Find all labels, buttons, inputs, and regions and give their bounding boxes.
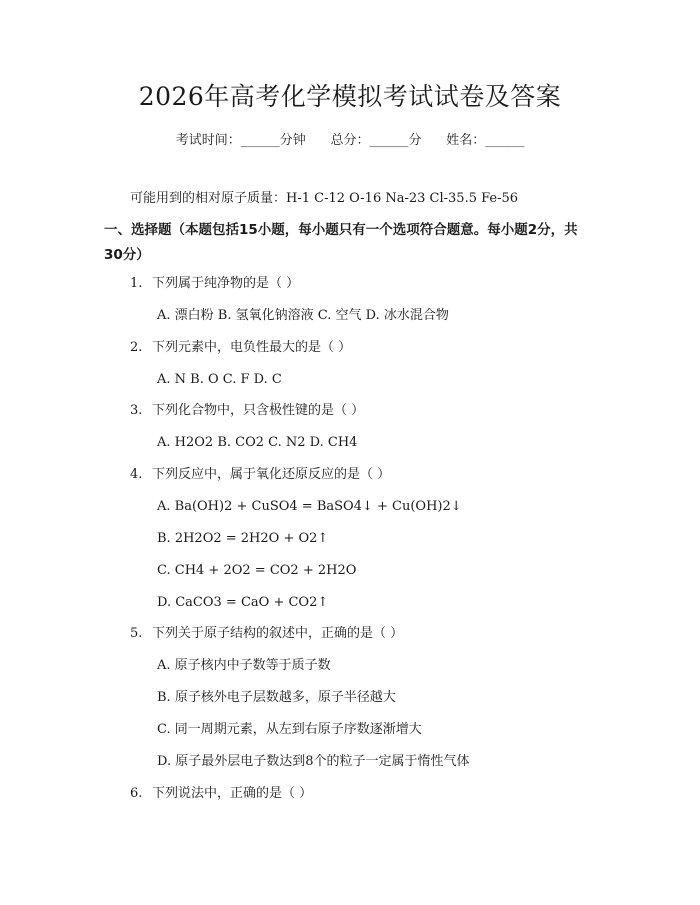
question-5 xyxy=(130,624,403,644)
question-4-option-b: B. 2H2O2 = 2H2O + O2↑ xyxy=(157,531,329,546)
question-5-option-b: B. 原子核外电子层数越多，原子半径越大 xyxy=(157,690,396,705)
question-4-option-d: D. CaCO3 = CaO + CO2↑ xyxy=(157,595,329,610)
question-4 xyxy=(130,465,390,485)
question-3-options: A. H2O2 B. CO2 C. N2 D. CH4 xyxy=(157,435,358,450)
question-6 xyxy=(130,784,312,804)
question-4-option-c: C. CH4 + 2O2 = CO2 + 2H2O xyxy=(157,563,357,578)
exam-info-line: 考试时间：______分钟 总分：______分 姓名：______ xyxy=(175,133,525,148)
question-5-option-d: D. 原子最外层电子数达到8个的粒子一定属于惰性气体 xyxy=(157,754,470,769)
question-4-option-a: A. Ba(OH)2 + CuSO4 = BaSO4↓ + Cu(OH)2↓ xyxy=(157,499,462,514)
question-number: 6. xyxy=(130,786,143,801)
section-heading xyxy=(104,218,604,268)
question-1-options: A. 漂白粉 B. 氢氧化钠溶液 C. 空气 D. 冰水混合物 xyxy=(157,308,449,323)
question-stem: 下列属于纯净物的是（ ） xyxy=(152,276,300,291)
section-heading-line-2: 30分） xyxy=(104,247,150,263)
question-2-options: A. N B. O C. F D. C xyxy=(157,372,282,387)
question-stem: 下列元素中，电负性最大的是（ ） xyxy=(152,340,352,355)
question-5-option-c: C. 同一周期元素，从左到右原子序数逐渐增大 xyxy=(157,722,422,737)
question-stem: 下列关于原子结构的叙述中，正确的是（ ） xyxy=(152,626,404,641)
question-stem: 下列说法中，正确的是（ ） xyxy=(152,786,313,801)
exam-title: 2026年高考化学模拟考试试卷及答案 xyxy=(138,82,562,111)
question-number: 4. xyxy=(130,467,143,482)
section-heading-line-1: 一、选择题（本题包括15小题，每小题只有一个选项符合题意。每小题2分，共 xyxy=(104,222,578,238)
question-3 xyxy=(130,401,364,421)
atomic-mass-note: 可能用到的相对原子质量：H-1 C-12 O-16 Na-23 Cl-35.5 Fe-56 xyxy=(130,191,519,206)
question-5-option-a: A. 原子核内中子数等于质子数 xyxy=(157,658,331,673)
question-2 xyxy=(130,338,351,358)
question-number: 2. xyxy=(130,340,143,355)
question-stem: 下列反应中，属于氧化还原反应的是（ ） xyxy=(152,467,391,482)
question-number: 3. xyxy=(130,403,143,418)
question-number: 5. xyxy=(130,626,143,641)
question-stem: 下列化合物中，只含极性键的是（ ） xyxy=(152,403,365,418)
question-number: 1. xyxy=(130,276,143,291)
question-1 xyxy=(130,274,299,294)
